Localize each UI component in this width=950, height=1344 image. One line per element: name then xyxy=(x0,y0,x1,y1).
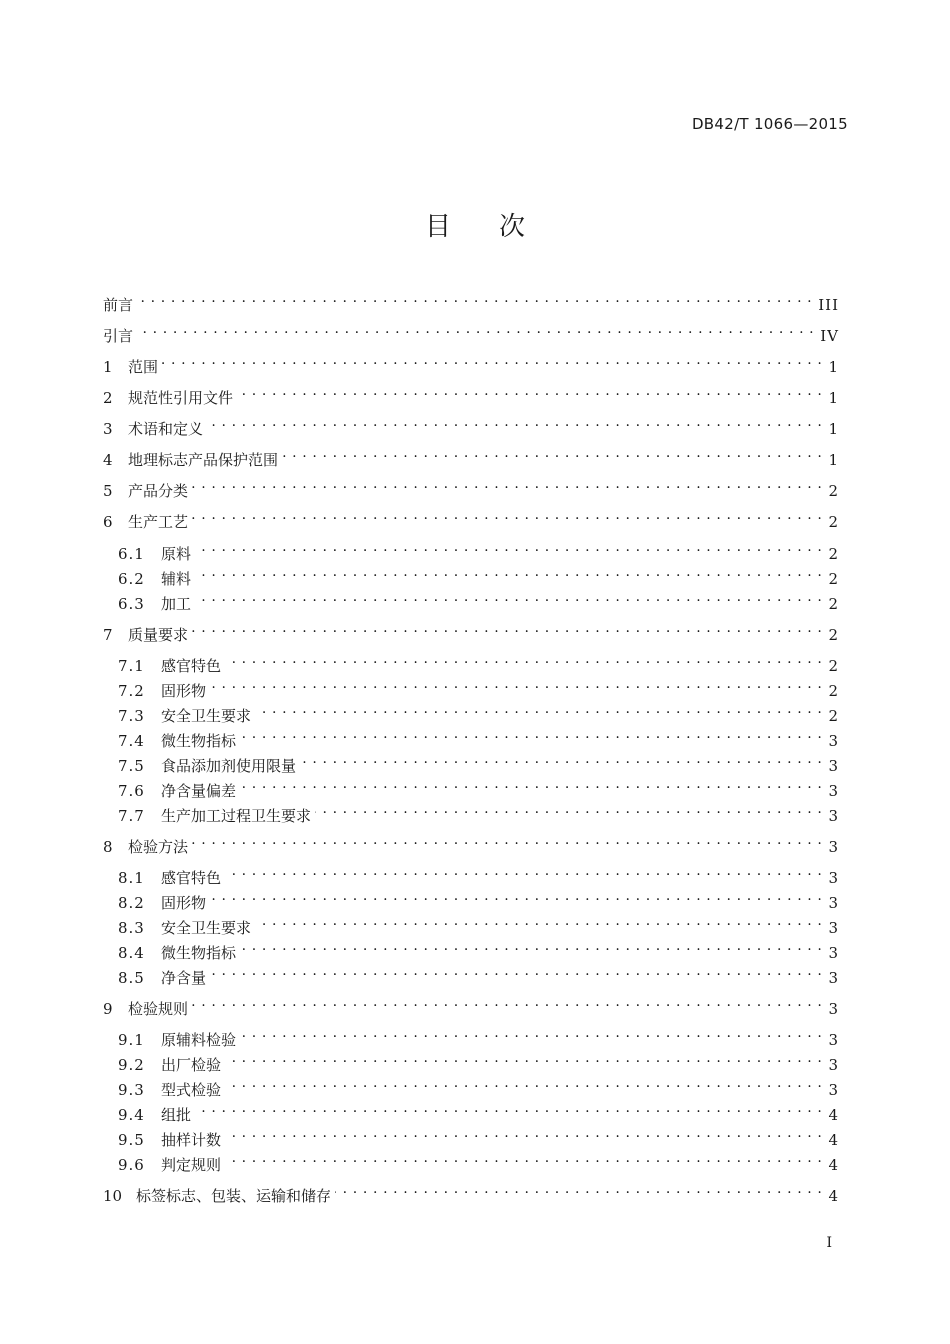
toc-entry-number: 6.2 xyxy=(118,570,145,588)
toc-entry-title: 产品分类 xyxy=(128,482,189,500)
dot-leader xyxy=(237,379,822,403)
toc-entry-number: 8.5 xyxy=(118,969,145,987)
toc-entry-number: 7 xyxy=(103,626,113,644)
toc-entry-number: 9.1 xyxy=(118,1031,145,1049)
toc-entry-page: 3 xyxy=(828,944,839,962)
toc-entry[interactable] xyxy=(103,616,839,644)
dot-leader xyxy=(300,747,822,771)
toc-entry-number: 6.1 xyxy=(118,545,145,563)
toc-entry-page: 3 xyxy=(828,1031,839,1049)
toc-entry-number: 8 xyxy=(103,838,113,856)
toc-entry-title: 感官特色 xyxy=(161,869,222,887)
toc-entry-page: 2 xyxy=(828,545,839,563)
toc-entry-title: 净含量偏差 xyxy=(161,782,237,800)
toc-entry-title: 固形物 xyxy=(161,682,207,700)
toc-entry-page: 3 xyxy=(828,894,839,912)
dot-leader xyxy=(192,616,822,640)
toc-entry-number: 9 xyxy=(103,1000,113,1018)
toc-entry-number: 7.2 xyxy=(118,682,145,700)
dot-leader xyxy=(255,697,822,721)
toc-entry[interactable] xyxy=(118,585,839,613)
toc-entry-page: 4 xyxy=(828,1131,839,1149)
toc-entry-number: 3 xyxy=(103,420,113,438)
dot-leader xyxy=(210,672,822,696)
toc-entry-title: 标签标志、包装、运输和储存 xyxy=(136,1187,332,1205)
toc-entry-number: 9.5 xyxy=(118,1131,145,1149)
toc-entry-number: 5 xyxy=(103,482,113,500)
page-number: I xyxy=(826,1235,832,1251)
toc-entry-page: 1 xyxy=(828,358,839,376)
toc-entry-page: 3 xyxy=(828,838,839,856)
toc-entry-number: 8.3 xyxy=(118,919,145,937)
toc-entry-title: 生产加工过程卫生要求 xyxy=(161,807,312,825)
toc-entry-page: 2 xyxy=(828,595,839,613)
toc-entry-number: 7.4 xyxy=(118,732,145,750)
toc-entry-page: 3 xyxy=(828,732,839,750)
dot-leader xyxy=(225,1146,822,1170)
toc-entry[interactable] xyxy=(103,286,839,314)
dot-leader xyxy=(137,286,812,310)
toc-entry-page: 3 xyxy=(828,782,839,800)
toc-entry-title: 原辅料检验 xyxy=(161,1031,237,1049)
toc-entry-page: 3 xyxy=(828,1000,839,1018)
dot-leader xyxy=(240,1021,822,1045)
toc-entry[interactable] xyxy=(103,348,839,376)
toc-entry-title: 辅料 xyxy=(161,570,192,588)
document-code: DB42/T 1066—2015 xyxy=(691,115,848,133)
toc-entry-number: 4 xyxy=(103,451,113,469)
toc-entry[interactable] xyxy=(118,697,839,725)
toc-entry-page: 2 xyxy=(828,682,839,700)
toc-entry-title: 加工 xyxy=(161,595,192,613)
toc-entry[interactable] xyxy=(103,441,839,469)
toc-entry-title: 范围 xyxy=(128,358,159,376)
toc-entry[interactable] xyxy=(103,503,839,531)
toc-entry-page: 2 xyxy=(828,570,839,588)
toc-entry-title: 感官特色 xyxy=(161,657,222,675)
toc-entry[interactable] xyxy=(118,1121,839,1149)
toc-entry-title: 微生物指标 xyxy=(161,732,237,750)
toc-entry-title: 质量要求 xyxy=(128,626,189,644)
dot-leader xyxy=(335,1177,822,1201)
toc-entry[interactable] xyxy=(103,317,839,345)
toc-entry[interactable] xyxy=(118,797,839,825)
toc-entry[interactable] xyxy=(118,672,839,700)
toc-entry-title: 引言 xyxy=(103,327,134,345)
dot-leader xyxy=(240,934,822,958)
toc-entry[interactable] xyxy=(118,1071,839,1099)
toc-entry-page: 4 xyxy=(828,1106,839,1124)
toc-entry[interactable] xyxy=(103,828,839,856)
dot-leader xyxy=(195,535,822,559)
toc-entry-number: 2 xyxy=(103,389,113,407)
toc-entry[interactable] xyxy=(118,1146,839,1174)
toc-entry[interactable] xyxy=(118,884,839,912)
toc-entry-title: 净含量 xyxy=(161,969,207,987)
toc-entry-title: 术语和定义 xyxy=(128,420,204,438)
toc-entry-number: 1 xyxy=(103,358,113,376)
toc-entry-number: 9.3 xyxy=(118,1081,145,1099)
dot-leader xyxy=(192,828,822,852)
toc-entry-title: 固形物 xyxy=(161,894,207,912)
toc-entry-page: IV xyxy=(820,327,839,345)
toc-entry-title: 出厂检验 xyxy=(161,1056,222,1074)
toc-entry-title: 前言 xyxy=(103,296,134,314)
toc-entry-page: 3 xyxy=(828,919,839,937)
toc-entry-title: 判定规则 xyxy=(161,1156,222,1174)
toc-entry[interactable] xyxy=(118,647,839,675)
toc-entry[interactable] xyxy=(103,410,839,438)
toc-entry-title: 检验方法 xyxy=(128,838,189,856)
toc-entry-number: 8.1 xyxy=(118,869,145,887)
toc-entry[interactable] xyxy=(118,722,839,750)
toc-entry-page: 2 xyxy=(828,626,839,644)
dot-leader xyxy=(225,1071,822,1095)
toc-entry[interactable] xyxy=(118,959,839,987)
dot-leader xyxy=(240,722,822,746)
toc-entry-title: 原料 xyxy=(161,545,192,563)
dot-leader xyxy=(210,959,822,983)
dot-leader xyxy=(195,560,822,584)
toc-entry-number: 7.3 xyxy=(118,707,145,725)
toc-entry-page: 2 xyxy=(828,513,839,531)
toc-entry-title: 食品添加剂使用限量 xyxy=(161,757,297,775)
toc-entry-title: 微生物指标 xyxy=(161,944,237,962)
toc-entry-page: 3 xyxy=(828,869,839,887)
toc-entry-title: 型式检验 xyxy=(161,1081,222,1099)
toc-entry-number: 6 xyxy=(103,513,113,531)
toc-entry-page: 2 xyxy=(828,707,839,725)
toc-entry[interactable] xyxy=(118,535,839,563)
toc-entry-title: 抽样计数 xyxy=(161,1131,222,1149)
toc-entry-page: 4 xyxy=(828,1156,839,1174)
toc-entry[interactable] xyxy=(103,379,839,407)
toc-entry-page: 3 xyxy=(828,757,839,775)
toc-entry[interactable] xyxy=(103,472,839,500)
toc-entry[interactable] xyxy=(118,560,839,588)
toc-entry-title: 检验规则 xyxy=(128,1000,189,1018)
dot-leader xyxy=(282,441,822,465)
dot-leader xyxy=(192,503,822,527)
toc-entry-title: 组批 xyxy=(161,1106,192,1124)
dot-leader xyxy=(225,647,822,671)
toc-entry[interactable] xyxy=(103,990,839,1018)
toc-entry[interactable] xyxy=(118,747,839,775)
toc-entry-number: 7.6 xyxy=(118,782,145,800)
toc-entry-number: 9.4 xyxy=(118,1106,145,1124)
toc-entry-page: 3 xyxy=(828,969,839,987)
toc-entry-title: 地理标志产品保护范围 xyxy=(128,451,279,469)
dot-leader xyxy=(162,348,822,372)
toc-entry-number: 8.2 xyxy=(118,894,145,912)
toc-entry[interactable] xyxy=(118,1021,839,1049)
toc-entry[interactable] xyxy=(103,1177,839,1205)
toc-entry-page: 2 xyxy=(828,657,839,675)
dot-leader xyxy=(240,772,822,796)
dot-leader xyxy=(192,472,822,496)
toc-entry-page: 1 xyxy=(828,451,839,469)
toc-entry-number: 6.3 xyxy=(118,595,145,613)
page-title: 目次 xyxy=(424,212,573,242)
toc-entry-title: 规范性引用文件 xyxy=(128,389,234,407)
toc-entry-page: 3 xyxy=(828,1056,839,1074)
toc-entry[interactable] xyxy=(118,1096,839,1124)
toc-entry-number: 7.1 xyxy=(118,657,145,675)
dot-leader xyxy=(137,317,814,341)
dot-leader xyxy=(195,1096,822,1120)
toc-entry-number: 10 xyxy=(103,1187,123,1205)
dot-leader xyxy=(225,1121,822,1145)
toc-entry-page: 1 xyxy=(828,389,839,407)
toc-entry-title: 安全卫生要求 xyxy=(161,919,252,937)
toc-entry[interactable] xyxy=(118,859,839,887)
toc-entry-page: III xyxy=(818,296,839,314)
toc-entry-page: 3 xyxy=(828,1081,839,1099)
dot-leader xyxy=(192,990,822,1014)
toc-entry[interactable] xyxy=(118,909,839,937)
toc-entry-title: 生产工艺 xyxy=(128,513,189,531)
toc-entry[interactable] xyxy=(118,772,839,800)
toc-entry-number: 7.7 xyxy=(118,807,145,825)
toc-entry-number: 9.2 xyxy=(118,1056,145,1074)
toc-entry[interactable] xyxy=(118,1046,839,1074)
dot-leader xyxy=(315,797,822,821)
dot-leader xyxy=(225,859,822,883)
toc-entry[interactable] xyxy=(118,934,839,962)
toc-entry-title: 安全卫生要求 xyxy=(161,707,252,725)
dot-leader xyxy=(195,585,822,609)
dot-leader xyxy=(210,884,822,908)
toc-entry-page: 2 xyxy=(828,482,839,500)
toc-entry-page: 3 xyxy=(828,807,839,825)
dot-leader xyxy=(225,1046,822,1070)
dot-leader xyxy=(207,410,822,434)
toc-entry-number: 7.5 xyxy=(118,757,145,775)
toc-entry-page: 4 xyxy=(828,1187,839,1205)
toc-entry-number: 9.6 xyxy=(118,1156,145,1174)
dot-leader xyxy=(255,909,822,933)
toc-entry-number: 8.4 xyxy=(118,944,145,962)
toc-entry-page: 1 xyxy=(828,420,839,438)
